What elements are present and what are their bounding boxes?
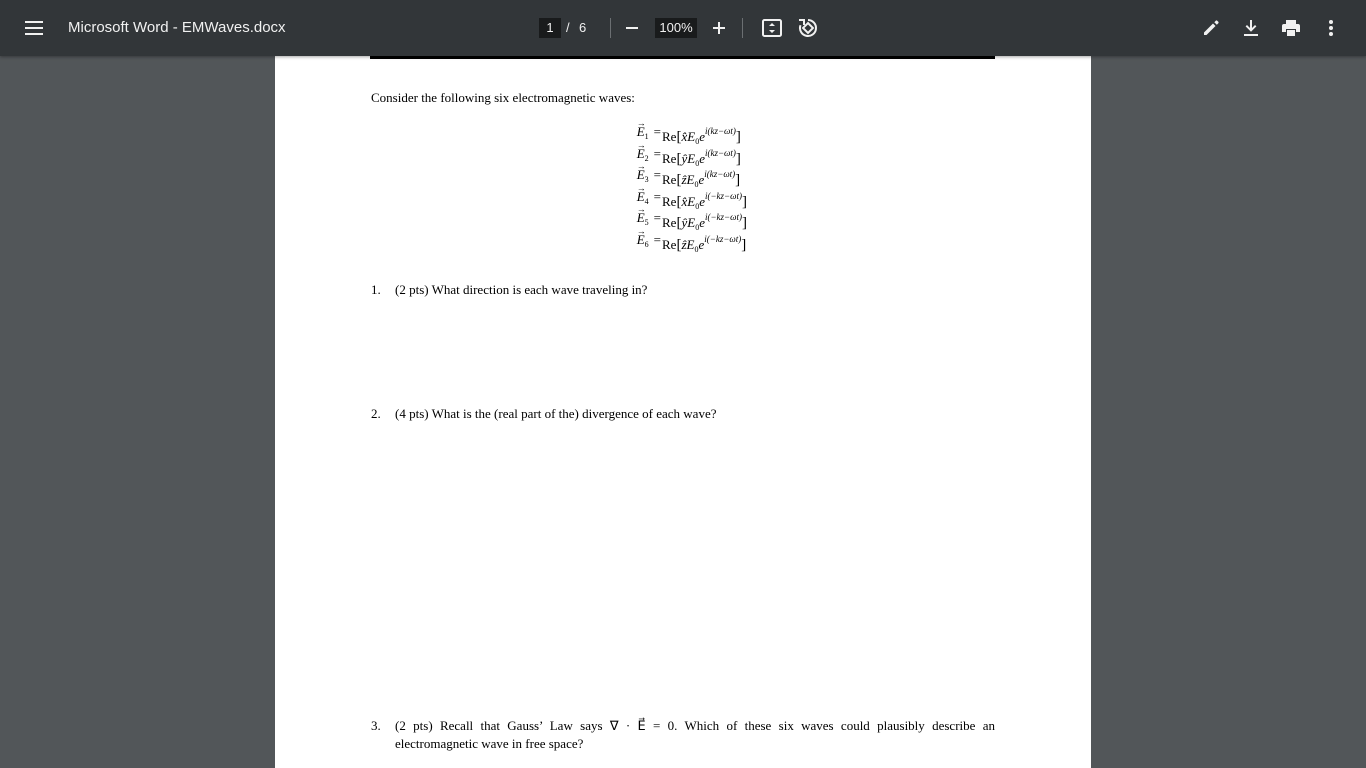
question-number: 2. xyxy=(371,406,381,421)
page-total: 6 xyxy=(579,20,587,35)
rotate-icon[interactable] xyxy=(796,16,820,40)
toolbar-divider xyxy=(742,18,743,38)
question-text: (2 pts) What direction is each wave traveling in? xyxy=(395,282,648,297)
more-vert-icon[interactable] xyxy=(1319,16,1343,40)
intro-text: Consider the following six electromagnetic waves: xyxy=(371,90,635,105)
equation-rhs: $Re[ŷE_0e^{i(kz-\omega t)}]$ xyxy=(662,147,741,168)
equation-lhs: → $E_6$ = xyxy=(637,229,661,255)
question-text-continued: electromagnetic wave in free space? xyxy=(395,736,584,751)
document-title: Microsoft Word - EMWaves.docx xyxy=(68,19,286,36)
fit-page-icon[interactable] xyxy=(760,16,784,40)
download-icon[interactable] xyxy=(1239,16,1263,40)
zoom-out-icon[interactable] xyxy=(620,16,644,40)
equation-rhs: $Re[x̂E_0e^{i(-kz-\omega t)}]$ xyxy=(662,190,747,211)
equation-rhs: $Re[ẑE_0e^{i(kz-\omega t)}]$ xyxy=(662,169,741,189)
pdf-page xyxy=(275,56,1091,768)
question-text: (4 pts) What is the (real part of the) divergence of each wave? xyxy=(395,406,717,421)
equation-lhs: → $E_3$ = xyxy=(637,164,661,190)
print-icon[interactable] xyxy=(1279,16,1303,40)
equation-lhs: → $E_2$ = xyxy=(637,143,661,169)
question-number: 1. xyxy=(371,282,381,297)
equation-block xyxy=(615,121,755,254)
equation-rhs: $Re[ŷE_0e^{i(-kz-\omega t)}]$ xyxy=(662,212,747,232)
equation-rhs: $Re[x̂E_0e^{i(kz-\omega t)}]$ xyxy=(662,126,741,146)
page-number-input[interactable]: 1 xyxy=(539,18,561,38)
menu-icon[interactable] xyxy=(18,12,50,44)
page-separator: / xyxy=(566,20,570,35)
header-rule xyxy=(370,56,995,59)
question-text: (2 pts) Recall that Gauss’ Law says ∇ · E⃗ = 0. Which of these six waves could plausibly describe an xyxy=(395,718,995,733)
equation-6 xyxy=(615,229,755,254)
pdf-toolbar xyxy=(0,0,1366,56)
toolbar-divider xyxy=(610,18,611,38)
equation-lhs: → $E_1$ = xyxy=(637,121,661,147)
equation-rhs: $Re[ẑE_0e^{i(-kz-\omega t)}]$ xyxy=(662,233,747,254)
question-number: 3. xyxy=(371,718,381,733)
equation-lhs: → $E_5$ = xyxy=(637,207,661,233)
equation-lhs: → $E_4$ = xyxy=(637,186,661,212)
zoom-level-input[interactable]: 100% xyxy=(655,18,697,38)
pencil-icon[interactable] xyxy=(1199,16,1223,40)
zoom-in-icon[interactable] xyxy=(707,16,731,40)
